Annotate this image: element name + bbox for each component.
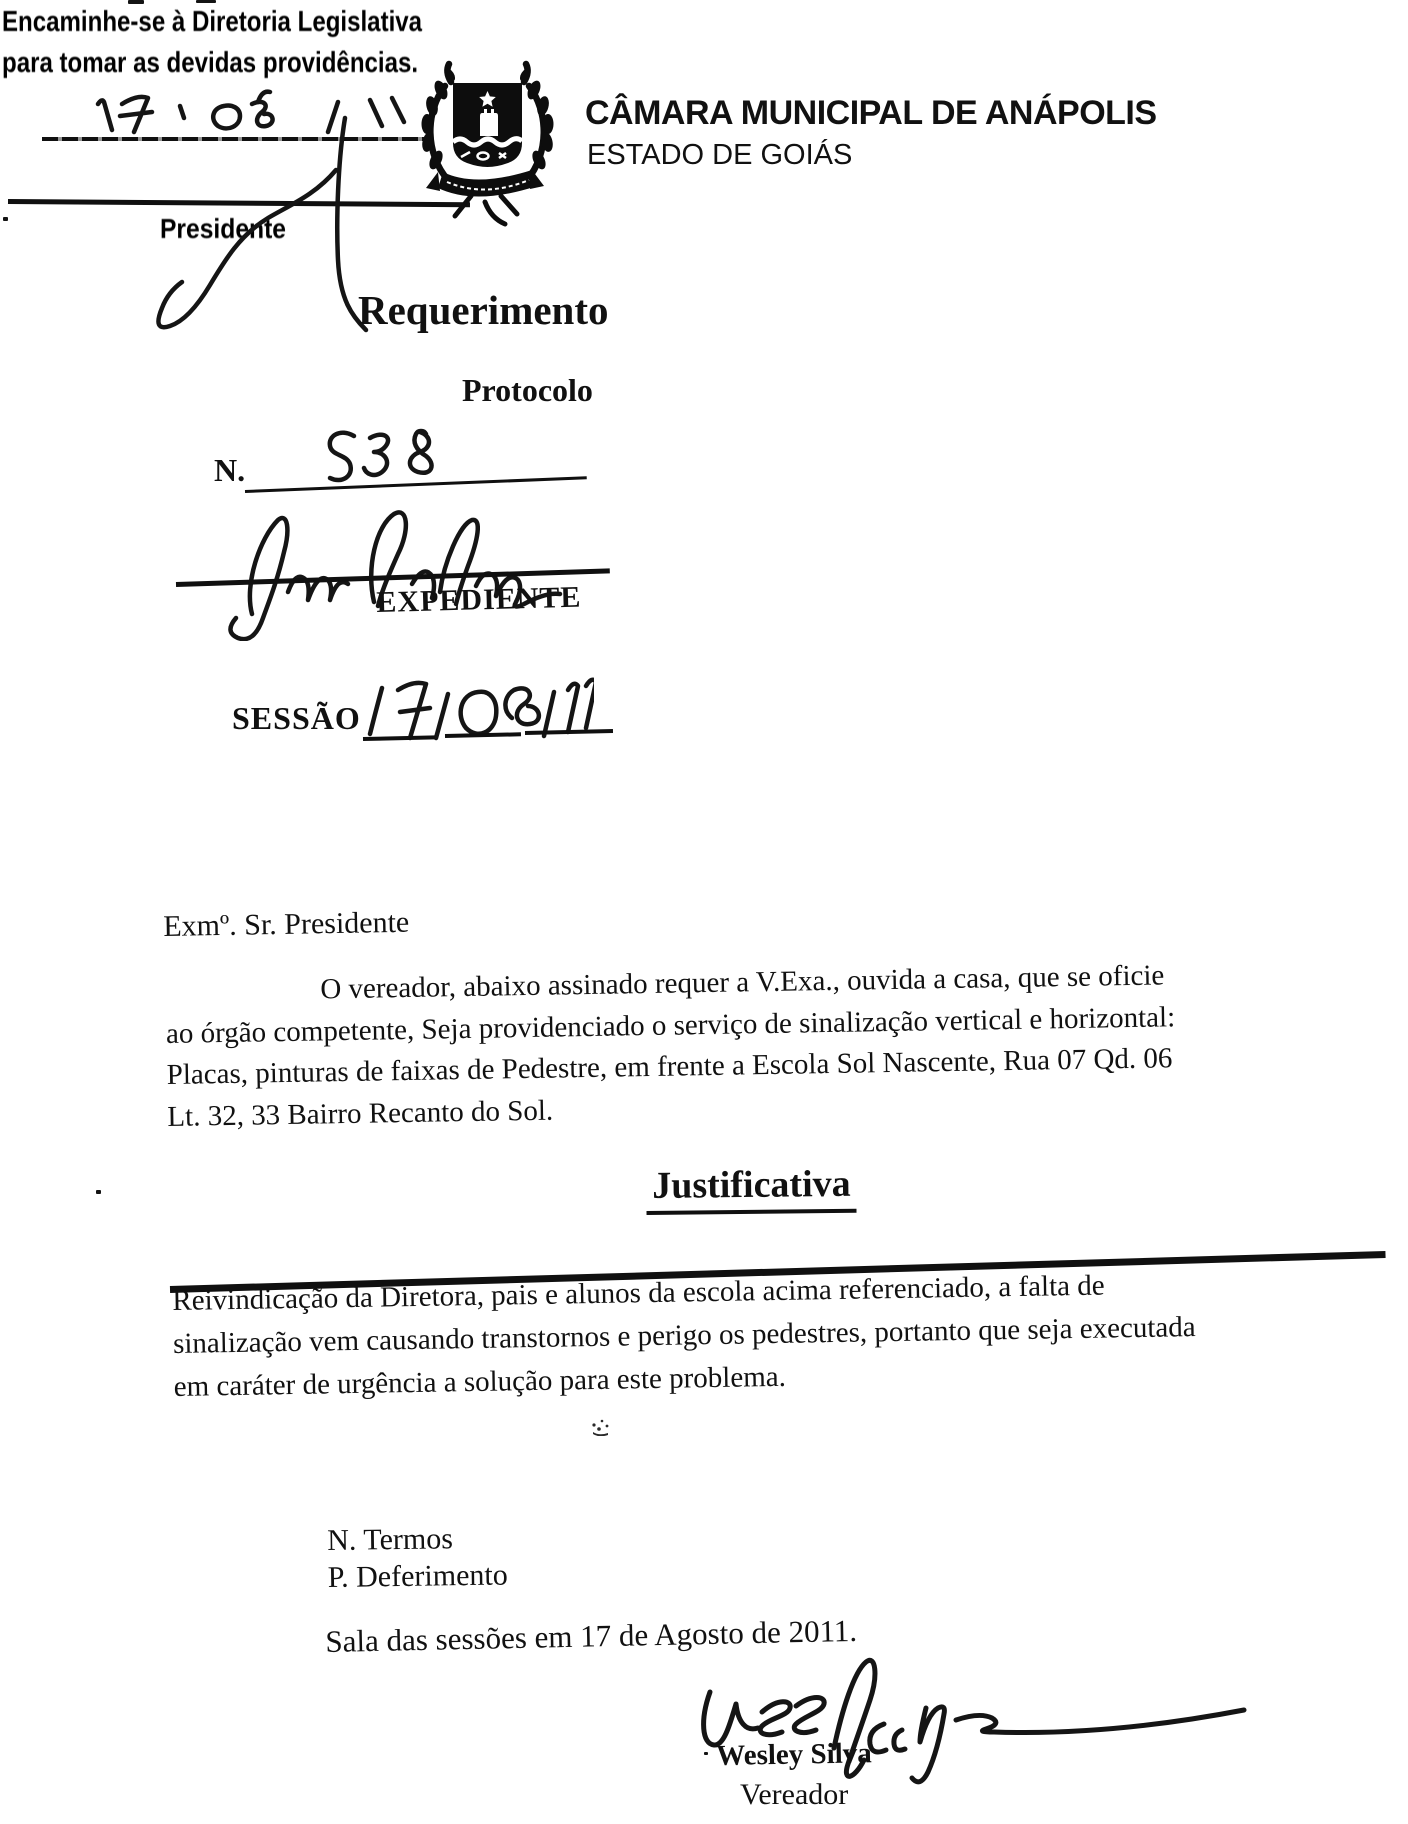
closing-line-deferimento: P. Deferimento [327, 1558, 508, 1594]
sector-label: EXPEDIENTE [376, 580, 582, 619]
scan-speck [196, 0, 216, 3]
document-title: Requerimento [358, 287, 609, 333]
closing-line-termos: N. Termos [327, 1522, 454, 1557]
scan-speck [96, 1190, 101, 1194]
president-signature [140, 100, 370, 350]
request-line: Placas, pinturas de faixas de Pedestre, em frente a Escola Sol Nascente, Rua 07 Qd. 06 [166, 1042, 1173, 1091]
justification-title: Justificativa [646, 1162, 857, 1215]
scan-speck [3, 217, 8, 221]
place-date-line: Sala das sessões em 17 de Agosto de 2011. [325, 1612, 858, 1659]
routing-stamp-line1: Encaminhe-se à Diretoria Legislativa [2, 6, 423, 38]
routing-stamp-line2: para tomar as devidas providências. [2, 47, 419, 79]
justification-paragraph [172, 1263, 1197, 1409]
request-paragraph [165, 955, 1177, 1138]
justification-line: sinalização vem causando transtornos e perigo os pedestres, portanto que seja executada [172, 1311, 1196, 1360]
closing-block [327, 1519, 508, 1596]
request-line: Lt. 32, 33 Bairro Recanto do Sol. [167, 1094, 554, 1133]
scan-speck [128, 0, 144, 4]
signer-role: Vereador [740, 1778, 849, 1811]
stamp-role-label: Presidente [160, 213, 286, 244]
protocol-label: Protocolo [462, 372, 593, 408]
org-name: CÂMARA MUNICIPAL DE ANÁPOLIS [585, 94, 1157, 132]
justification-line: Reivindicação da Diretora, pais e alunos da escola acima referenciado, a falta de [172, 1269, 1105, 1317]
justification-line: em caráter de urgência a solução para este problema. [173, 1360, 787, 1403]
coat-of-arms-emblem [393, 56, 558, 234]
session-label: SESSÃO [232, 700, 361, 736]
request-line: ao órgão competente, Seja providenciado o serviço de sinalização vertical e horizontal: [165, 1000, 1176, 1050]
ink-smudge [590, 1418, 616, 1436]
salutation: Exmº. Sr. Presidente [163, 905, 410, 943]
request-line: O vereador, abaixo assinado requer a V.Exa., ouvida a casa, que se oficie [320, 959, 1165, 1006]
number-label: N. [214, 452, 246, 488]
org-state: ESTADO DE GOIÁS [587, 139, 853, 171]
signer-name: Wesley Silva [716, 1737, 873, 1772]
